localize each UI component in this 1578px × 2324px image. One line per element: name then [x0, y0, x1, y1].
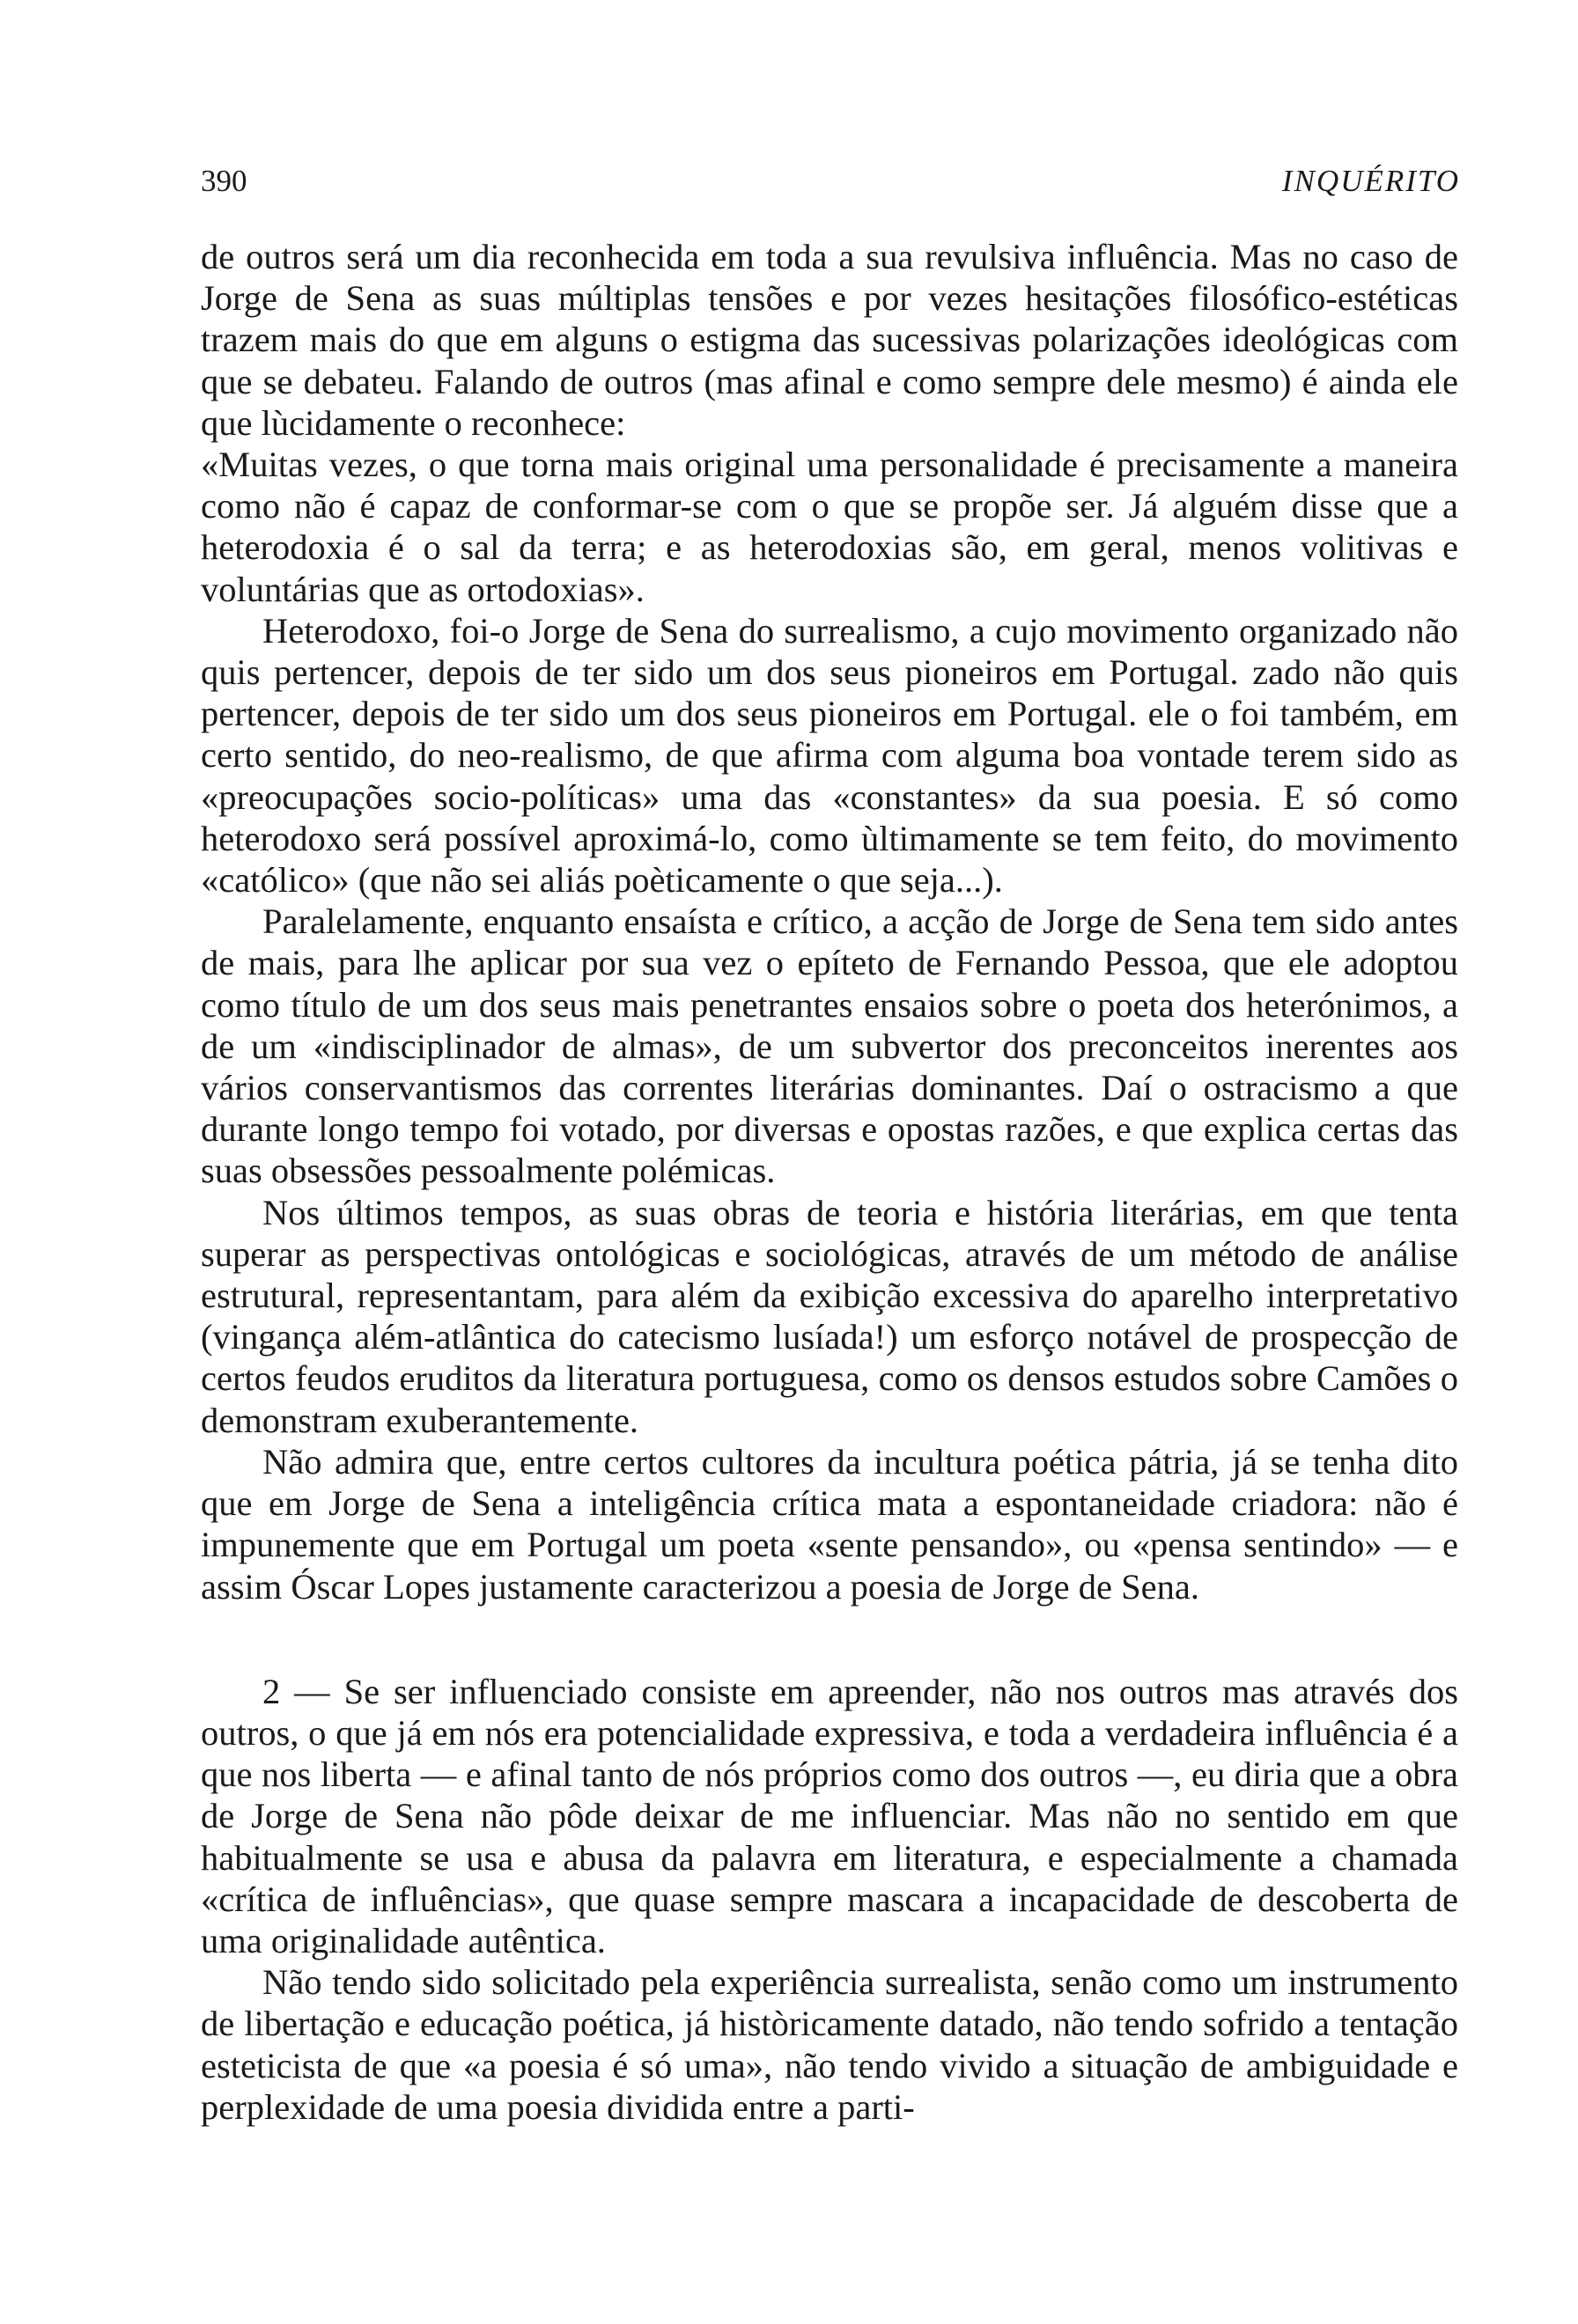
- body-text: [201, 236, 1458, 2128]
- running-head: INQUÉRITO: [1281, 164, 1460, 198]
- page-number: 390: [201, 164, 247, 198]
- paragraph-continuation: de outros será um dia reconhecida em toda a sua revulsiva influência. Mas no caso de Jorge de Sena as suas múltiplas tensões e por vezes hesitações filosófico-estéticas trazem mais do que em alguns o estigma das sucessivas polarizações ideológicas com que se debateu. Falando de outros (mas afinal e como sempre dele mesmo) é ainda ele que lùcidamente o reconhece:: [201, 237, 1458, 443]
- paragraph: Heterodoxo, foi-o Jorge de Sena do surrealismo, a cujo movimento organizado não quis pertencer, depois de ter sido um dos seus pioneiros em Portugal. zado não quis pertencer, depois de ter sido um dos seus pioneiros em Portugal. ele o foi também, em certo sentido, do neo-realismo, de que afirma com alguma boa vontade terem sido as «preocupações socio-políticas» uma das «constantes» da sua poesia. E só como heterodoxo será possível aproximá-lo, como ùltimamente se tem feito, do movimento «católico» (que não sei aliás poèticamente o que seja...).: [201, 610, 1458, 901]
- paragraph: Paralelamente, enquanto ensaísta e crítico, a acção de Jorge de Sena tem sido antes de mais, para lhe aplicar por sua vez o epíteto de Fernando Pessoa, que ele adoptou como título de um dos seus mais penetrantes ensaios sobre o poeta dos heterónimos, a de um «indisciplinador de almas», de um subvertor dos preconceitos inerentes aos vários conservantismos das correntes literárias dominantes. Daí o ostracismo a que durante longo tempo foi votado, por diversas e opostas razões, e que explica certas das suas obsessões pessoalmente polémicas.: [201, 901, 1458, 1191]
- paragraph: Não admira que, entre certos cultores da incultura poética pátria, já se tenha dito que em Jorge de Sena a inteligência crítica mata a espontaneidade criadora: não é impunemente que em Portugal um poeta «sente pensando», ou «pensa sentindo» — e assim Óscar Lopes justamente caracterizou a poesia de Jorge de Sena.: [201, 1441, 1458, 1607]
- paragraph: Não tendo sido solicitado pela experiência surrealista, senão como um instrumento de libertação e educação poética, já històricamente datado, não tendo sofrido a tentação esteticista de que «a poesia é só uma», não tendo vivido a situação de ambiguidade e perplexidade de uma poesia dividida entre a parti-: [201, 1962, 1458, 2127]
- paragraph-section-2: 2 — Se ser influenciado consiste em apreender, não nos outros mas através dos outros, o que já em nós era potencialidade expressiva, e toda a verdadeira influência é a que nos liberta — e afinal tanto de nós próprios como dos outros —, eu diria que a obra de Jorge de Sena não pôde deixar de me influenciar. Mas não no sentido em que habitualmente se usa e abusa da palavra em literatura, e especialmente a chamada «crítica de influências», que quase sempre mascara a incapacidade de descoberta de uma originalidade autêntica.: [201, 1671, 1458, 1960]
- paragraph: Nos últimos tempos, as suas obras de teoria e história literárias, em que tenta superar as perspectivas ontológicas e sociológicas, através de um método de análise estrutural, representantam, para além da exibição excessiva do aparelho interpretativo (vingança além-atlântica do catecismo lusíada!) um esforço notável de prospecção de certos feudos eruditos da literatura portuguesa, como os densos estudos sobre Camões o demonstram exuberantemente.: [201, 1192, 1458, 1440]
- paragraph-quote: «Muitas vezes, o que torna mais original uma personalidade é precisamente a maneira como não é capaz de conformar-se com o que se propõe ser. Já alguém disse que a heterodoxia é o sal da terra; e as heterodoxias são, em geral, menos volitivas e voluntárias que as ortodoxias».: [201, 445, 1458, 609]
